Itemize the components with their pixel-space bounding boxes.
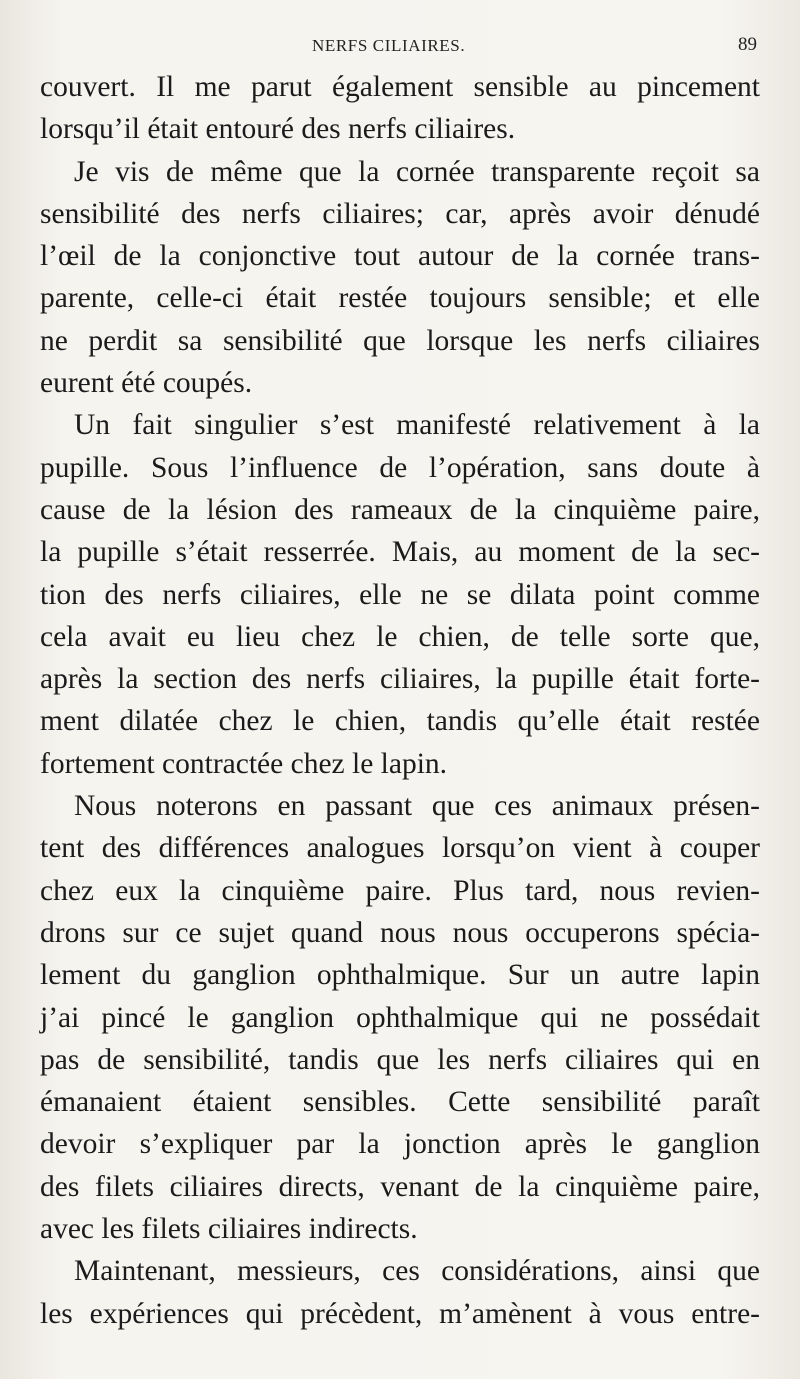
text-line: couvert. Il me parut également sensible au pincement: [40, 71, 760, 103]
paragraph-1: [40, 66, 760, 151]
text-line: drons sur ce sujet quand nous nous occuperons spécia-: [40, 916, 760, 949]
text-line: pas de sensibilité, tandis que les nerfs ciliaires qui en: [40, 1043, 760, 1076]
text-line: lorsqu’il était entouré des nerfs ciliaires.: [40, 113, 516, 146]
text-line: avec les filets ciliaires indirects.: [40, 1213, 418, 1246]
text-line: après la section des nerfs ciliaires, la pupille était forte-: [40, 663, 760, 696]
text-line: la pupille s’était resserrée. Mais, au moment de la sec-: [40, 536, 760, 569]
text-line: Un fait singulier s’est manifesté relativement à la: [74, 409, 760, 442]
text-line: parente, celle-ci était restée toujours sensible; et elle: [40, 282, 760, 315]
text-line: Maintenant, messieurs, ces considérations, ainsi que: [74, 1255, 760, 1288]
text-line: Je vis de même que la cornée transparente reçoit sa: [74, 155, 760, 188]
running-title: NERFS CILIAIRES.: [312, 36, 466, 55]
text-line: ne perdit sa sensibilité que lorsque les nerfs ciliaires: [40, 324, 760, 357]
text-line: chez eux la cinquième paire. Plus tard, nous revien-: [40, 874, 760, 907]
text-line: émanaient étaient sensibles. Cette sensibilité paraît: [40, 1086, 760, 1119]
text-line: lement du ganglion ophthalmique. Sur un autre lapin: [40, 959, 760, 992]
text-line: fortement contractée chez le lapin.: [40, 747, 448, 780]
text-line: cause de la lésion des rameaux de la cinquième paire,: [40, 493, 760, 526]
text-line: devoir s’expliquer par la jonction après le ganglion: [40, 1128, 760, 1161]
text-line: Nous noterons en passant que ces animaux présen-: [74, 790, 760, 823]
paragraph-2: [40, 151, 760, 405]
paragraph-4: [40, 785, 760, 1250]
text-line: des filets ciliaires directs, venant de la cinquième paire,: [40, 1170, 760, 1203]
text-line: les expériences qui précèdent, m’amènent à vous entre-: [40, 1297, 760, 1330]
text-line: pupille. Sous l’influence de l’opération, sans doute à: [40, 451, 760, 484]
text-line: eurent été coupés.: [40, 367, 253, 400]
text-line: j’ai pincé le ganglion ophthalmique qui ne possédait: [40, 1001, 760, 1034]
text-line: l’œil de la conjonctive tout autour de la cornée trans-: [40, 240, 760, 273]
text-line: ment dilatée chez le chien, tandis qu’elle était restée: [40, 705, 760, 738]
text-line: cela avait eu lieu chez le chien, de telle sorte que,: [40, 620, 760, 653]
body-text: [40, 66, 760, 1335]
text-line: tent des différences analogues lorsqu’on vient à couper: [40, 832, 760, 865]
text-line: tion des nerfs ciliaires, elle ne se dilata point comme: [40, 578, 760, 611]
paragraph-5: [40, 1250, 760, 1335]
page-number: 89: [738, 34, 757, 55]
running-head: [0, 34, 800, 58]
paragraph-3: [40, 404, 760, 785]
text-line: sensibilité des nerfs ciliaires; car, après avoir dénudé: [40, 197, 760, 230]
